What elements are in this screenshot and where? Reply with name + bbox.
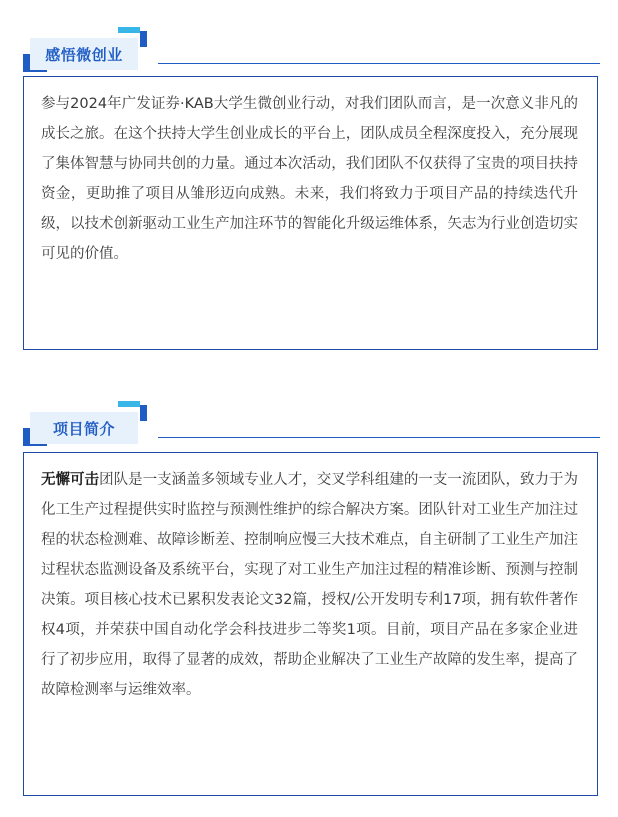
section-title: 项目简介 [52, 419, 115, 438]
corner-decoration-bottom [23, 54, 30, 72]
section-paragraph [41, 465, 578, 705]
team-name-lead: 无懈可击 [41, 472, 100, 488]
section-paragraph [41, 89, 578, 269]
header-divider-line [158, 63, 600, 64]
corner-decoration-top [140, 405, 147, 421]
section-project-intro [0, 402, 618, 698]
content-card [23, 76, 598, 350]
paragraph-text: 团队是一支涵盖多领域专业人才，交叉学科组建的一支一流团队，致力于为化工生产过程提供实时监控与预测性维护的综合解决方案。团队针对工业生产加注过程的状态检测难、故障诊断差、控制响应慢三大技术难点，自主研制了工业生产加注过程状态监测设备及系统平台，实现了对工业生产加注过程的精准诊断、预测与控制决策。项目核心技术已累积发表论文32篇，授权/公开发明专利17项，拥有软件著作权4项，并荣获中国自动化学会科技进步二等奖1项。目前，项目产品在多家企业进行了初步应用，取得了显著的成效，帮助企业解决了工业生产故障的发生率，提高了故障检测率与运维效率。 [41, 472, 579, 698]
section-title-box [30, 412, 138, 444]
corner-decoration-top [140, 31, 147, 47]
paragraph-text: 参与2024年广发证券·KAB大学生微创业行动，对我们团队而言，是一次意义非凡的成长之旅。在这个扶持大学生创业成长的平台上，团队成员全程深度投入，充分展现了集体智慧与协同共创的力量。通过本次活动，我们团队不仅获得了宝贵的项目扶持资金，更助推了项目从雏形迈向成熟。未来，我们将致力于项目产品的持续迭代升级，以技术创新驱动工业生产加注环节的智能化升级运维体系，矢志为行业创造切实可见的价值。 [41, 96, 578, 262]
content-card [23, 452, 598, 796]
section-header [0, 28, 618, 74]
header-divider-line [158, 437, 600, 438]
section-title: 感悟微创业 [45, 45, 123, 64]
section-title-box [30, 38, 138, 70]
section-header [0, 402, 618, 448]
corner-decoration-bottom [23, 428, 30, 446]
section-reflection [0, 28, 618, 262]
